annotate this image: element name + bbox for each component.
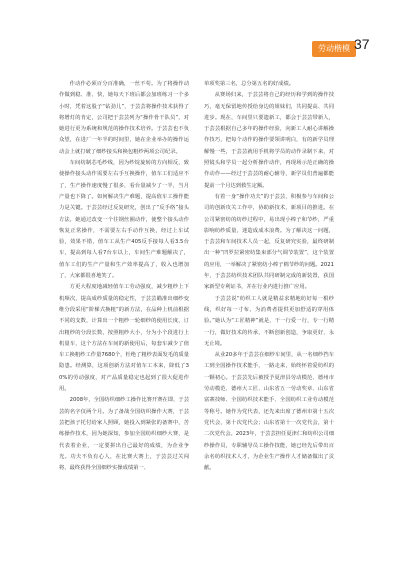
left-paragraph-3: 方更大程度地减轻值车工劳动强度，减少粗纱上下机频次，提高成纱质量的稳定性，于芸芸瞄准出细纱变维分段采用“阶梯式换粗”的新方法，在品种上机前根据不同的支数，计算出一个粗纱一轮细纱的使用长度，订出粗纱的分段长数，按照粗纱大小，分为小个段进行上机量车，这个方法在车间的新使用后，每套车减少了值车工换粗纱工作量7680个，杜绝了粗纱表面发毛的质量隐患。经测算，这项创新方法对值车工本来，降低了30%的劳动强度，对产品质量稳定也起到了很大促进作用。 (59, 284, 190, 393)
right-paragraph-5: 从业20多年于芸芸在细纱车间里，从一名细纱挡车工到全国操作技术能手，一路走来，始终怀着爱纺织的一颗初心。于芸芸先后被授予夏津县劳动模范、德州市劳动模范、德州大工匠、山东省五一劳动奖章、山东省富寨技师、全国纺织技术能手、全国纺织工业劳动模范等称号。她作为党代表，还先来出席了德州市第十五次党代会，第十次党代会；山东省第十一次党代会，第十二次党代会。2023年，于芸芸担任夏津仁和纺织公司细纱操作员，专职辅导员工操作技能，她已经先后带出百余名纺织技术人才，为企业生产操作人才储备做出了贡献。 (204, 352, 335, 472)
page-header (0, 0, 400, 70)
left-column (59, 79, 189, 474)
right-paragraph-3: 有着一身“操作功夫”的于芸芸，积极参与车间和公司的创新攻关工作中，协助新技术，新项目的推进。在公司紧密纺的纺纱过程中，易出现小棒子和节纱，严重影响纺纱质量，迷造成成本浪费。为了解决这一问题，于芸芸和车间技术人员一起，反复研究实验，最终研制出一种“凹罗拉紧密纺集束部分气调节装置”，这个装置的应用，一举解决了紧密纺小棒子棉节纱的问题。2021年，于芸芸纺织技术团队共同研制完成的新装置，获国家新型专利证书，并在行业内进行推广应用。 (204, 193, 335, 291)
page-number: 37 (354, 36, 370, 52)
right-column (204, 79, 334, 474)
right-paragraph-2: 从赛场归来，于芸芸将自己的经历和学到的操作技巧，毫无保留地传授给身边的姐妹们，共同提高、共同进步。现在，车间里只要遗新工，都会于芸芸带新人，于芸芸根据自己多年的操作经验，向新工人耐心讲解操作技巧，把每个动作的操作要领讲明白，有的新学员理解慢一些，于芸芸就用手机将学员的动作录制下来，对照镜头和学员一起分析操作动作，再现场示范正确的操作动作——经过于芸芸的耐心辅导，新学员们普遍都能提前一个月达到救生定额。 (204, 92, 334, 189)
section-title-badge: 劳动楷模 (312, 41, 356, 57)
left-paragraph-2: 车间纺制芯毛纱线，因为纱锭旋转的方向相反，致使操作接头动作需要左右手互换操作，值车工们适应不了，生产操作速度慢了很多，看台量减少了一半，当月产量也下降了。如何解决生产难题，提高值车工操作能力是关键。于芸芸经过反复研究，创出了“反手络”接头方法，她通过改变一个往钢丝圈动作，使整个接头动作恢复正常操作，不需要左右手动作互换，经过上车试验，效果不错，值车工从生产405反手接每人看3.5台车，提高到每人看7台车以上，车间生产难题解决了，值车工们的生产产量和生产效率提高了，收入也增加了，大家都很喜地笑了。 (59, 160, 189, 280)
left-paragraph-4: 2008年，全国纺织细纱工操作比赛开赛在即，于芸芸的名字仅两个月。为了备战全国纺织操作大赛，于芸芸把孩子托付给家人照顾，她投入到紧张的备赛中，苦练操作技术，因为她深知，参加全国纺织细纱大赛，是代表着企业，一定要拼出自己最好的成绩，为企业争光。功夫不负有心人，在比赛大赛上，于芸芸过关闯将，最终获得全国细纱实操成绩第一、 (59, 397, 190, 472)
right-paragraph-1: 单项奖第三名，总分第五名的好成绩。 (204, 81, 295, 87)
left-paragraph-1: 作动作必须百分百准确，一丝不苟。为了将操作动作做到稳、准、快，她每天下班后都会加班练习一个多小时，凭着这股子“钻劲儿”，于芸芸将操作技术获得了将增灯的肯定，公司把于芸芸列为“操作骨干队员”，对她进行更为系统和规范的操作技术培养。于芸芸也不负众望，在进厂一年半的时间里，她在企业举办的操作运动会上就打破了细纱接头和换包粗纱两项公司纪录。 (59, 81, 189, 155)
right-paragraph-4: 于芸芸说“纺织工人就是精益求精地纺好每一根纱线，织好每一寸布，为消费者提供更加舒适的穿用体验。”她认为“工匠精神”就是，干一行爱一行，专一行精一行，做好技术的传承，不断创新创造，争取更好、永无止境。 (204, 295, 334, 347)
